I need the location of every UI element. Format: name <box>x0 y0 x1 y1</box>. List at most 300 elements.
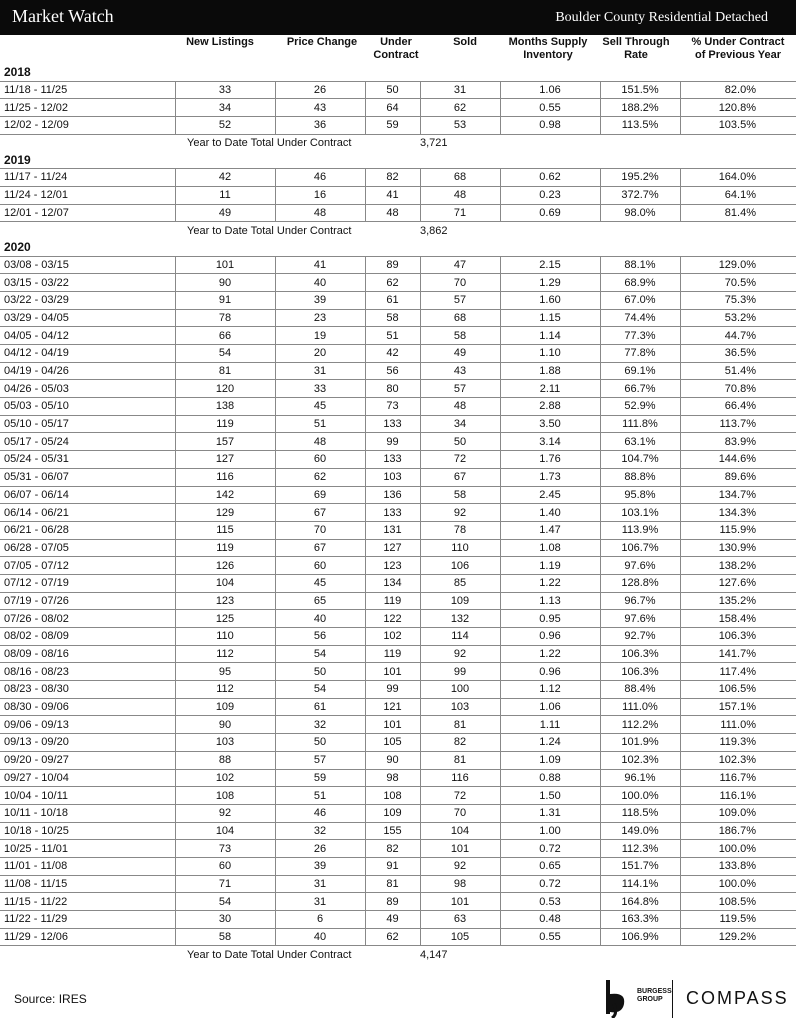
table-cell: 120.8% <box>680 99 796 117</box>
table-cell: 60 <box>175 857 275 875</box>
ytd-total-value: 3,721 <box>420 137 448 150</box>
table-cell: 68 <box>420 309 500 327</box>
table-cell: 50 <box>365 81 420 99</box>
table-cell: 115 <box>175 521 275 539</box>
table-row <box>0 822 796 840</box>
table-cell: 70.5% <box>680 274 796 292</box>
table-cell: 51 <box>275 415 365 433</box>
table-row <box>0 539 796 557</box>
table-cell: 07/19 - 07/26 <box>0 592 175 610</box>
table-cell: 45 <box>275 398 365 416</box>
spacer-cell <box>0 222 175 239</box>
table-cell: 0.72 <box>500 875 600 893</box>
table-cell: 151.7% <box>600 857 680 875</box>
table-cell: 51.4% <box>680 362 796 380</box>
table-cell: 113.9% <box>600 521 680 539</box>
table-cell: 2.88 <box>500 398 600 416</box>
table-row <box>0 433 796 451</box>
table-cell: 109 <box>420 592 500 610</box>
table-cell: 100.0% <box>600 787 680 805</box>
table-cell: 64.1% <box>680 186 796 204</box>
table-cell: 132 <box>420 610 500 628</box>
table-cell: 92 <box>420 645 500 663</box>
table-cell: 1.40 <box>500 504 600 522</box>
table-cell: 05/31 - 06/07 <box>0 468 175 486</box>
table-cell: 106.3% <box>600 645 680 663</box>
table-row <box>0 504 796 522</box>
table-cell: 92 <box>175 804 275 822</box>
table-cell: 05/03 - 05/10 <box>0 398 175 416</box>
table-cell: 116 <box>420 769 500 787</box>
col-months-supply: Months Supply Inventory <box>508 36 588 61</box>
table-row <box>0 787 796 805</box>
table-cell: 77.3% <box>600 327 680 345</box>
table-cell: 42 <box>175 169 275 187</box>
table-cell: 2.45 <box>500 486 600 504</box>
table-cell: 54 <box>275 681 365 699</box>
table-cell: 03/08 - 03/15 <box>0 256 175 274</box>
table-cell: 112.2% <box>600 716 680 734</box>
year-label: 2020 <box>0 239 796 256</box>
table-row <box>0 486 796 504</box>
table-cell: 119 <box>175 415 275 433</box>
compass-logo: COMPASS <box>686 988 789 1008</box>
table-cell: 1.15 <box>500 309 600 327</box>
table-cell: 43 <box>275 99 365 117</box>
table-cell: 108 <box>175 787 275 805</box>
table-cell: 06/14 - 06/21 <box>0 504 175 522</box>
footer <box>0 978 796 1024</box>
table-cell: 0.95 <box>500 610 600 628</box>
table-cell: 0.65 <box>500 857 600 875</box>
table-cell: 70.8% <box>680 380 796 398</box>
table-cell: 100 <box>420 681 500 699</box>
table-cell: 04/12 - 04/19 <box>0 345 175 363</box>
table-row <box>0 857 796 875</box>
table-cell: 58 <box>420 486 500 504</box>
table-cell: 82.0% <box>680 81 796 99</box>
table-cell: 115.9% <box>680 521 796 539</box>
table-cell: 0.48 <box>500 911 600 929</box>
table-cell: 12/02 - 12/09 <box>0 117 175 135</box>
table-cell: 134 <box>365 574 420 592</box>
table-cell: 113.5% <box>600 117 680 135</box>
table-cell: 163.3% <box>600 911 680 929</box>
table-cell: 102 <box>175 769 275 787</box>
table-cell: 0.96 <box>500 628 600 646</box>
table-cell: 1.06 <box>500 81 600 99</box>
table-row <box>0 169 796 187</box>
table-cell: 09/13 - 09/20 <box>0 734 175 752</box>
table-cell: 103 <box>175 734 275 752</box>
col-sell-through: Sell Through Rate <box>602 36 670 61</box>
table-cell: 106 <box>420 557 500 575</box>
table-cell: 71 <box>175 875 275 893</box>
table-cell: 125 <box>175 610 275 628</box>
table-cell: 11 <box>175 186 275 204</box>
table-cell: 104.7% <box>600 451 680 469</box>
table-cell: 102.3% <box>600 751 680 769</box>
col-sold: Sold <box>453 36 477 48</box>
table-cell: 07/26 - 08/02 <box>0 610 175 628</box>
table-cell: 34 <box>175 99 275 117</box>
table-cell: 164.8% <box>600 893 680 911</box>
table-cell: 88.8% <box>600 468 680 486</box>
table-cell: 104 <box>175 822 275 840</box>
table-cell: 42 <box>365 345 420 363</box>
table-cell: 129.2% <box>680 928 796 946</box>
table-cell: 36.5% <box>680 345 796 363</box>
table-cell: 141.7% <box>680 645 796 663</box>
table-cell: 106.3% <box>600 663 680 681</box>
table-cell: 0.96 <box>500 663 600 681</box>
table-cell: 92 <box>420 504 500 522</box>
table-cell: 157 <box>175 433 275 451</box>
table-cell: 2.11 <box>500 380 600 398</box>
table-cell: 09/27 - 10/04 <box>0 769 175 787</box>
table-cell: 39 <box>275 857 365 875</box>
table-cell: 53.2% <box>680 309 796 327</box>
table-cell: 11/15 - 11/22 <box>0 893 175 911</box>
table-cell: 134.7% <box>680 486 796 504</box>
table-cell: 31 <box>275 362 365 380</box>
table-cell: 1.24 <box>500 734 600 752</box>
table-cell: 66 <box>175 327 275 345</box>
table-cell: 31 <box>275 875 365 893</box>
table-cell: 1.10 <box>500 345 600 363</box>
table-cell: 109.0% <box>680 804 796 822</box>
table-row <box>0 645 796 663</box>
table-cell: 62 <box>365 928 420 946</box>
table-cell: 63.1% <box>600 433 680 451</box>
table-cell: 0.88 <box>500 769 600 787</box>
table-cell: 106.3% <box>680 628 796 646</box>
table-cell: 114.1% <box>600 875 680 893</box>
table-cell: 81.4% <box>680 204 796 222</box>
table-cell: 103 <box>420 698 500 716</box>
table-cell: 116.7% <box>680 769 796 787</box>
table-row <box>0 893 796 911</box>
table-cell: 151.5% <box>600 81 680 99</box>
table-cell: 135.2% <box>680 592 796 610</box>
table-row <box>0 256 796 274</box>
table-row <box>0 734 796 752</box>
table-cell: 102.3% <box>680 751 796 769</box>
table-cell: 82 <box>365 169 420 187</box>
ytd-total-row <box>0 134 796 151</box>
table-cell: 1.31 <box>500 804 600 822</box>
table-cell: 46 <box>275 169 365 187</box>
table-cell: 102 <box>365 628 420 646</box>
spacer-cell <box>0 946 175 963</box>
table-cell: 108 <box>365 787 420 805</box>
table-cell: 118.5% <box>600 804 680 822</box>
table-cell: 101.9% <box>600 734 680 752</box>
table-cell: 07/05 - 07/12 <box>0 557 175 575</box>
page-subtitle: Boulder County Residential Detached <box>555 10 768 25</box>
table-cell: 127.6% <box>680 574 796 592</box>
table-cell: 89.6% <box>680 468 796 486</box>
year-label: 2018 <box>0 64 796 81</box>
table-cell: 89 <box>365 256 420 274</box>
header-bar <box>0 0 796 35</box>
table-cell: 09/06 - 09/13 <box>0 716 175 734</box>
table-cell: 95 <box>175 663 275 681</box>
table-cell: 61 <box>275 698 365 716</box>
table-cell: 116.1% <box>680 787 796 805</box>
table-cell: 71 <box>420 204 500 222</box>
table-cell: 149.0% <box>600 822 680 840</box>
table-cell: 138.2% <box>680 557 796 575</box>
ytd-total-label: Year to Date Total Under Contract <box>187 948 352 961</box>
year-label: 2019 <box>0 151 796 168</box>
table-cell: 1.73 <box>500 468 600 486</box>
col-price-change: Price Change <box>286 36 358 48</box>
table-cell: 39 <box>275 291 365 309</box>
table-cell: 112.3% <box>600 840 680 858</box>
table-row <box>0 451 796 469</box>
table-cell: 44.7% <box>680 327 796 345</box>
table-cell: 81 <box>420 716 500 734</box>
table-cell: 63 <box>420 911 500 929</box>
table-cell: 07/12 - 07/19 <box>0 574 175 592</box>
table-row <box>0 698 796 716</box>
table-cell: 81 <box>420 751 500 769</box>
table-cell: 74.4% <box>600 309 680 327</box>
table-cell: 0.72 <box>500 840 600 858</box>
burgess-logo-icon <box>600 978 630 1018</box>
table-cell: 67.0% <box>600 291 680 309</box>
table-cell: 16 <box>275 186 365 204</box>
table-cell: 32 <box>275 822 365 840</box>
table-cell: 56 <box>275 628 365 646</box>
table-cell: 73 <box>365 398 420 416</box>
table-cell: 78 <box>420 521 500 539</box>
table-row <box>0 362 796 380</box>
table-row <box>0 875 796 893</box>
table-cell: 43 <box>420 362 500 380</box>
table-row <box>0 928 796 946</box>
table-cell: 1.14 <box>500 327 600 345</box>
table-row <box>0 911 796 929</box>
table-cell: 138 <box>175 398 275 416</box>
table-cell: 77.8% <box>600 345 680 363</box>
table-cell: 123 <box>365 557 420 575</box>
table-cell: 82 <box>365 840 420 858</box>
table-row <box>0 628 796 646</box>
table-cell: 75.3% <box>680 291 796 309</box>
table-cell: 08/30 - 09/06 <box>0 698 175 716</box>
table-row <box>0 81 796 99</box>
table-row <box>0 186 796 204</box>
table-cell: 56 <box>365 362 420 380</box>
table-cell: 19 <box>275 327 365 345</box>
table-cell: 164.0% <box>680 169 796 187</box>
ytd-total-label: Year to Date Total Under Contract <box>187 137 352 150</box>
table-cell: 81 <box>175 362 275 380</box>
table-cell: 05/24 - 05/31 <box>0 451 175 469</box>
table-cell: 120 <box>175 380 275 398</box>
table-cell: 133 <box>365 451 420 469</box>
table-cell: 68.9% <box>600 274 680 292</box>
year-heading-row <box>0 151 796 168</box>
table-cell: 04/26 - 05/03 <box>0 380 175 398</box>
table-cell: 129.0% <box>680 256 796 274</box>
table-cell: 188.2% <box>600 99 680 117</box>
table-cell: 58 <box>365 309 420 327</box>
table-cell: 62 <box>420 99 500 117</box>
table-cell: 119 <box>175 539 275 557</box>
table-cell: 1.09 <box>500 751 600 769</box>
table-cell: 11/08 - 11/15 <box>0 875 175 893</box>
table-cell: 30 <box>175 911 275 929</box>
table-row <box>0 574 796 592</box>
table-cell: 101 <box>420 893 500 911</box>
table-row <box>0 468 796 486</box>
table-cell: 48 <box>275 204 365 222</box>
table-cell: 69 <box>275 486 365 504</box>
table-cell: 45 <box>275 574 365 592</box>
table-cell: 49 <box>420 345 500 363</box>
table-cell: 142 <box>175 486 275 504</box>
table-row <box>0 274 796 292</box>
table-cell: 90 <box>175 716 275 734</box>
table-row <box>0 415 796 433</box>
table-row <box>0 99 796 117</box>
table-cell: 90 <box>175 274 275 292</box>
table-cell: 114 <box>420 628 500 646</box>
table-row <box>0 521 796 539</box>
table-cell: 11/24 - 12/01 <box>0 186 175 204</box>
table-cell: 65 <box>275 592 365 610</box>
table-cell: 11/25 - 12/02 <box>0 99 175 117</box>
table-cell: 33 <box>275 380 365 398</box>
table-cell: 10/18 - 10/25 <box>0 822 175 840</box>
table-cell: 90 <box>365 751 420 769</box>
table-row <box>0 610 796 628</box>
table-cell: 101 <box>420 840 500 858</box>
table-cell: 116 <box>175 468 275 486</box>
table-cell: 106.5% <box>680 681 796 699</box>
table-cell: 72 <box>420 787 500 805</box>
table-cell: 05/17 - 05/24 <box>0 433 175 451</box>
table-cell: 109 <box>175 698 275 716</box>
table-cell: 67 <box>275 539 365 557</box>
table-cell: 11/29 - 12/06 <box>0 928 175 946</box>
table-cell: 127 <box>365 539 420 557</box>
table-cell: 72 <box>420 451 500 469</box>
table-cell: 57 <box>420 380 500 398</box>
table-cell: 1.08 <box>500 539 600 557</box>
source-note: Source: IRES <box>14 992 87 1006</box>
table-cell: 67 <box>275 504 365 522</box>
table-cell: 119 <box>365 592 420 610</box>
table-cell: 03/15 - 03/22 <box>0 274 175 292</box>
table-cell: 100.0% <box>680 840 796 858</box>
table-row <box>0 309 796 327</box>
table-cell: 133.8% <box>680 857 796 875</box>
table-cell: 111.0% <box>680 716 796 734</box>
table-cell: 06/28 - 07/05 <box>0 539 175 557</box>
table-cell: 1.06 <box>500 698 600 716</box>
table-cell: 0.53 <box>500 893 600 911</box>
table-cell: 134.3% <box>680 504 796 522</box>
table-cell: 67 <box>420 468 500 486</box>
year-heading-row <box>0 239 796 256</box>
table-cell: 1.47 <box>500 521 600 539</box>
table-cell: 0.69 <box>500 204 600 222</box>
table-cell: 91 <box>365 857 420 875</box>
table-cell: 54 <box>175 345 275 363</box>
table-cell: 89 <box>365 893 420 911</box>
table-cell: 121 <box>365 698 420 716</box>
table-cell: 47 <box>420 256 500 274</box>
table-cell: 136 <box>365 486 420 504</box>
table-cell: 1.12 <box>500 681 600 699</box>
table-cell: 133 <box>365 415 420 433</box>
table-row <box>0 380 796 398</box>
table-row <box>0 557 796 575</box>
table-cell: 48 <box>275 433 365 451</box>
table-cell: 58 <box>175 928 275 946</box>
table-cell: 57 <box>420 291 500 309</box>
table-row <box>0 204 796 222</box>
table-row <box>0 663 796 681</box>
table-cell: 101 <box>175 256 275 274</box>
ytd-total-row <box>0 222 796 239</box>
table-cell: 88.1% <box>600 256 680 274</box>
table-cell: 3.50 <box>500 415 600 433</box>
table-cell: 09/20 - 09/27 <box>0 751 175 769</box>
table-cell: 105 <box>420 928 500 946</box>
table-cell: 23 <box>275 309 365 327</box>
table-cell: 41 <box>365 186 420 204</box>
ytd-total-value: 3,862 <box>420 224 448 237</box>
table-cell: 1.11 <box>500 716 600 734</box>
col-pct-under-contract: % Under Contract of Previous Year <box>691 36 785 61</box>
table-cell: 110 <box>420 539 500 557</box>
table-cell: 83.9% <box>680 433 796 451</box>
table-cell: 04/19 - 04/26 <box>0 362 175 380</box>
table-cell: 103 <box>365 468 420 486</box>
table-cell: 103.5% <box>680 117 796 135</box>
table-cell: 157.1% <box>680 698 796 716</box>
table-cell: 54 <box>175 893 275 911</box>
table-cell: 34 <box>420 415 500 433</box>
market-table <box>0 64 796 963</box>
table-cell: 51 <box>275 787 365 805</box>
table-cell: 11/22 - 11/29 <box>0 911 175 929</box>
table-cell: 1.19 <box>500 557 600 575</box>
table-row <box>0 716 796 734</box>
table-cell: 98 <box>420 875 500 893</box>
table-cell: 48 <box>420 186 500 204</box>
table-row <box>0 769 796 787</box>
table-cell: 92.7% <box>600 628 680 646</box>
table-cell: 88.4% <box>600 681 680 699</box>
table-cell: 85 <box>420 574 500 592</box>
table-cell: 112 <box>175 645 275 663</box>
table-cell: 52.9% <box>600 398 680 416</box>
table-cell: 96.1% <box>600 769 680 787</box>
table-cell: 99 <box>365 681 420 699</box>
table-cell: 70 <box>420 804 500 822</box>
table-cell: 62 <box>365 274 420 292</box>
table-cell: 113.7% <box>680 415 796 433</box>
table-cell: 111.8% <box>600 415 680 433</box>
table-cell: 6 <box>275 911 365 929</box>
table-cell: 119 <box>365 645 420 663</box>
